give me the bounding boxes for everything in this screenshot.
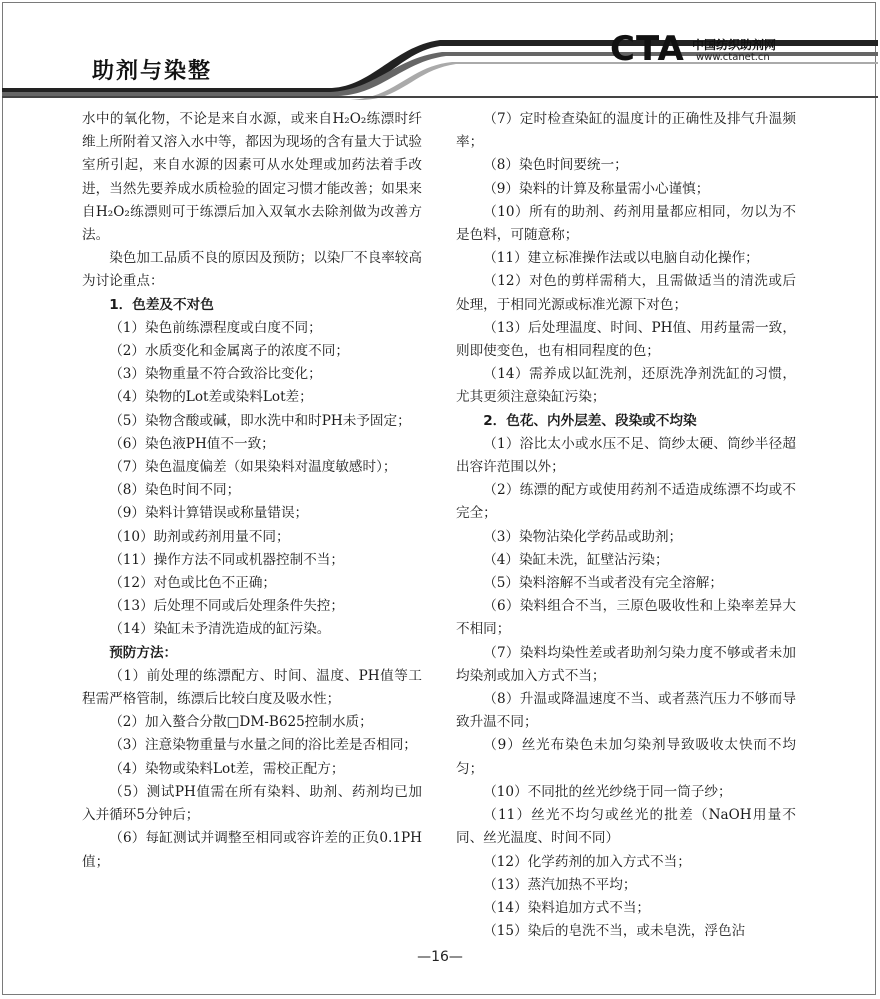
page-header [0, 0, 880, 100]
paragraph: （8）染色时间要统一； [483, 157, 628, 174]
paragraph: （12）化学药剂的加入方式不当； [483, 853, 691, 870]
paragraph: （14）染料追加方式不当； [483, 899, 651, 916]
paragraph: （9）染料的计算及称量需小心谨慎； [483, 180, 710, 197]
page-number: —16— [417, 949, 463, 965]
paragraph: （2）加入螯合分散□DM-B625控制水质； [109, 714, 373, 731]
paragraph: （4）染缸未洗，缸壁沾污染； [483, 551, 669, 568]
paragraph: （7）染料均染性差或者助剂匀染力度不够或者未加均染剂或加入方式不当； [456, 644, 796, 684]
paragraph: （13）后处理温度、时间、PH值、用药量需一致，则即使变色，也有相同程度的色； [456, 319, 796, 360]
paragraph: （7）染色温度偏差（如果染料对温度敏感时）； [109, 459, 397, 476]
paragraph: （6）染色液PH值不一致； [109, 435, 275, 452]
paragraph: （3）染物重量不符合致浴比变化； [109, 366, 322, 383]
paragraph: （7）定时检查染缸的温度计的正确性及排气升温频率； [456, 111, 796, 151]
paragraph: （14）染缸未予清洗造成的缸污染。 [109, 621, 331, 638]
section-heading: 预防方法： [109, 644, 178, 661]
paragraph: （11）建立标准操作法或以电脑自动化操作； [483, 250, 759, 267]
paragraph: （5）染料溶解不当或者没有完全溶解； [483, 575, 723, 592]
paragraph: （10）助剂或药剂用量不同； [109, 528, 290, 545]
paragraph: （4）染物或染料Lot差，需校正配方； [109, 760, 345, 777]
paragraph: （5）染物含酸或碱，即水洗中和时PH未予固定； [109, 412, 411, 429]
paragraph: （5）测试PH值需在所有染料、助剂、药剂均已加入并循环5分钟后； [82, 783, 422, 824]
paragraph: （4）染物的Lot差或染料Lot差； [109, 389, 313, 406]
paragraph: （2）练漂的配方或使用药剂不适造成练漂不均或不完全； [456, 482, 796, 522]
paragraph: （3）注意染物重量与水量之间的浴比差是否相同； [109, 737, 417, 754]
paragraph: （1）染色前练漂程度或白度不同； [109, 319, 322, 336]
paragraph: 染色加工品质不良的原因及预防；以染厂不良率较高为讨论重点： [82, 250, 422, 290]
paragraph: （3）染物沾染化学药品或助剂； [483, 528, 683, 545]
paragraph: （12）对色或比色不正确； [109, 575, 277, 592]
paragraph: （9）丝光布染色未加匀染剂导致吸收太快而不均匀； [456, 737, 796, 777]
section-heading: 1．色差及不对色 [109, 296, 214, 313]
paragraph: （11）丝光不均匀或丝光的批差（NaOH用量不同、丝光温度、时间不同） [456, 807, 796, 847]
paragraph: （2）水质变化和金属离子的浓度不同； [109, 343, 349, 360]
paragraph: （13）蒸汽加热不平均； [483, 876, 637, 893]
paragraph: （6）染料组合不当，三原色吸收性和上染率差异大不相同； [456, 598, 796, 638]
cta-logo: CTA [610, 29, 685, 69]
right-column [456, 108, 796, 943]
paragraph: （1）前处理的练漂配方、时间、温度、PH值等工程需严格管制，练漂后比较白度及吸水性； [82, 667, 422, 708]
paragraph: （12）对色的剪样需稍大，且需做适当的清洗或后处理，于相同光源或标准光源下对色； [456, 273, 796, 313]
paragraph: （15）染后的皂洗不当，或未皂洗，浮色沾 [483, 923, 746, 940]
paragraph: （8）升温或降温速度不当、或者蒸汽压力不够而导致升温不同； [456, 691, 796, 731]
paragraph: （8）染色时间不同； [109, 482, 241, 499]
left-column [82, 108, 422, 874]
logo-url: www.ctanet.cn [696, 52, 770, 63]
section-heading: 2．色花、内外层差、段染或不均染 [483, 412, 697, 429]
paragraph: （14）需养成以缸洗剂，还原洗净剂洗缸的习惯，尤其更须注意染缸污染； [456, 366, 796, 406]
paragraph: （10）不同批的丝光纱绕于同一筒子纱； [483, 783, 732, 800]
paragraph: （1）浴比太小或水压不足、筒纱太硬、筒纱半径超出容许范围以外； [456, 435, 796, 476]
logo-chinese-name: 中国纺织助剂网 [692, 38, 777, 52]
paragraph: （6）每缸测试并调整至相同或容许差的正负0.1PH值； [82, 830, 422, 870]
paragraph: （11）操作方法不同或机器控制不当； [109, 551, 344, 568]
paragraph: 水中的氧化物，不论是来自水源，或来自H₂O₂练漂时纤维上所附着又溶入水中等，都因为现场的含有量大于试验室所引起，来自水源的因素可从水处理或加药法着手改进，当然先要养成水质检验的固定习惯才能改善；如果来自H₂O₂练漂则可于练漂后加入双氧水去除剂做为改善方法。 [82, 111, 422, 244]
paragraph: （10）所有的助剂、药剂用量都应相同，勿以为不是色料，可随意称； [456, 203, 796, 244]
section-title: 助剂与染整 [92, 59, 213, 84]
paragraph: （9）染料计算错误或称量错误； [109, 505, 309, 522]
paragraph: （13）后处理不同或后处理条件失控； [109, 598, 344, 615]
